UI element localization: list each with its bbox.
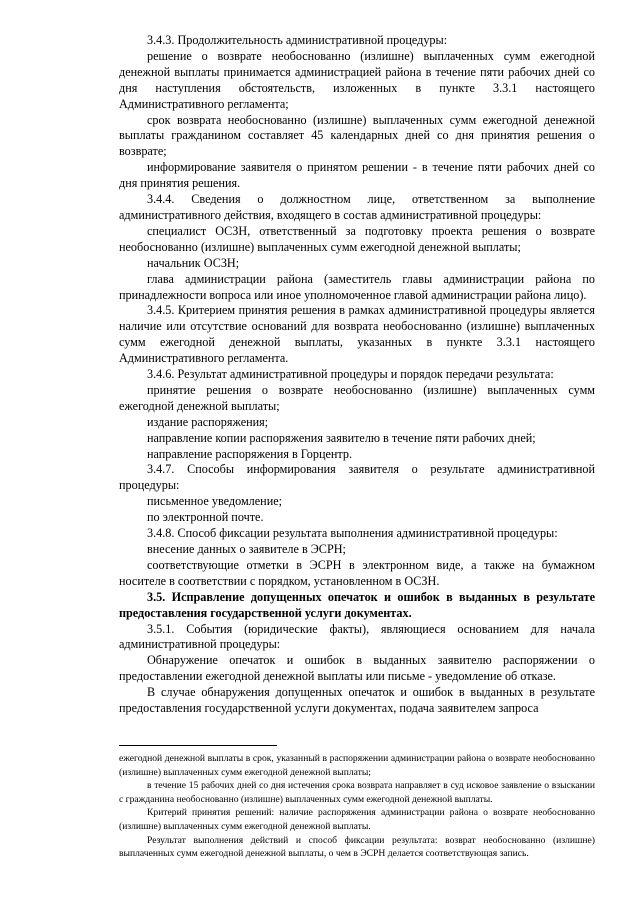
footnote-paragraph: Критерий принятия решений: наличие распоряжения администрации района о возврате необоснованно (излишне) выплаченных сумм ежегодной денежной выплаты. bbox=[119, 807, 595, 832]
paragraph: издание распоряжения; bbox=[147, 414, 269, 429]
footnote bbox=[119, 752, 595, 861]
paragraph: специалист ОСЗН, ответственный за подготовку проекта решения о возврате необоснованно (излишне) выплаченных сумм ежегодной денежной выплаты; bbox=[119, 223, 595, 254]
paragraph: В случае обнаружения допущенных опечаток и ошибок в выданных в результате предоставления государственной услуги документах, подача заявителем запроса bbox=[119, 685, 595, 716]
footnote-paragraph: ежегодной денежной выплаты в срок, указанный в распоряжении администрации района о возврате необоснованно (излишне) выплаченных сумм ежегодной денежной выплаты; bbox=[119, 753, 595, 778]
paragraph: решение о возврате необоснованно (излишне) выплаченных сумм ежегодной денежной выплаты принимается администрацией района в течение пяти рабочих дней со дня наступления обстоятельств, изложенных в пункте 3.3.1 настоящего Административного регламента; bbox=[119, 48, 595, 111]
paragraph: по электронной почте. bbox=[147, 510, 264, 525]
footnote-paragraph: в течение 15 рабочих дней со дня истечения срока возврата направляет в суд исковое заявление о взыскании с гражданина необоснованно (излишне) выплаченных сумм ежегодной денежной выплаты. bbox=[119, 780, 595, 805]
paragraph: 3.4.3. Продолжительность административной процедуры: bbox=[147, 33, 448, 47]
paragraph: 3.4.4. Сведения о должностном лице, ответственном за выполнение административного действия, входящего в состав административной процедуры: bbox=[119, 192, 595, 222]
paragraph: принятие решения о возврате необоснованно (излишне) выплаченных сумм ежегодной денежной выплаты; bbox=[119, 382, 595, 413]
section-heading: 3.5. Исправление допущенных опечаток и ошибок в выданных в результате предоставления государственной услуги документах. bbox=[119, 589, 595, 620]
paragraph: 3.4.8. Способ фиксации результата выполнения административной процедуры: bbox=[147, 526, 558, 541]
paragraph: 3.4.7. Способы информирования заявителя о результате административной процедуры: bbox=[119, 462, 595, 493]
document-body bbox=[119, 33, 595, 717]
footnote-paragraph: Результат выполнения действий и способ фиксации результата: возврат необоснованно (излишне) выплаченных сумм ежегодной денежной выплаты, о чем в ЭСРН делается соответствующая запись. bbox=[119, 834, 595, 860]
paragraph: внесение данных о заявителе в ЭСРН; bbox=[147, 542, 346, 556]
paragraph: начальник ОСЗН; bbox=[147, 255, 240, 270]
paragraph: глава администрации района (заместитель главы администрации района по принадлежности вопроса или иное уполномоченное главой администрации района лицо). bbox=[119, 271, 595, 302]
paragraph: соответствующие отметки в ЭСРН в электронном виде, а также на бумажном носителе в соответствии с порядком, установленном в ОСЗН. bbox=[119, 557, 595, 588]
paragraph: срок возврата необоснованно (излишне) выплаченных сумм ежегодной денежной выплаты гражданином составляет 45 календарных дней со дня принятия решения о возврате; bbox=[119, 112, 595, 159]
paragraph: Обнаружение опечаток и ошибок в выданных заявителю распоряжении о предоставлении ежегодной денежной выплаты или письме - уведомление об отказе. bbox=[119, 653, 595, 684]
paragraph: направление копии распоряжения заявителю в течение пяти рабочих дней; bbox=[147, 430, 536, 445]
paragraph: направление распоряжения в Горцентр. bbox=[147, 446, 353, 461]
paragraph: 3.5.1. События (юридические факты), являющиеся основанием для начала административной процедуры: bbox=[119, 621, 595, 652]
paragraph: 3.4.5. Критерием принятия решения в рамках административной процедуры является наличие или отсутствие оснований для возврата необоснованно (излишне) выплаченных сумм ежегодной денежной выплаты, указанных в пункте 3.3.1 настоящего Административного регламента. bbox=[119, 303, 595, 366]
paragraph: информирование заявителя о принятом решении - в течение пяти рабочих дней со дня принятия решения. bbox=[119, 160, 595, 191]
paragraph: 3.4.6. Результат административной процедуры и порядок передачи результата: bbox=[147, 367, 554, 382]
footnote-separator bbox=[119, 745, 277, 746]
paragraph: письменное уведомление; bbox=[147, 494, 283, 509]
